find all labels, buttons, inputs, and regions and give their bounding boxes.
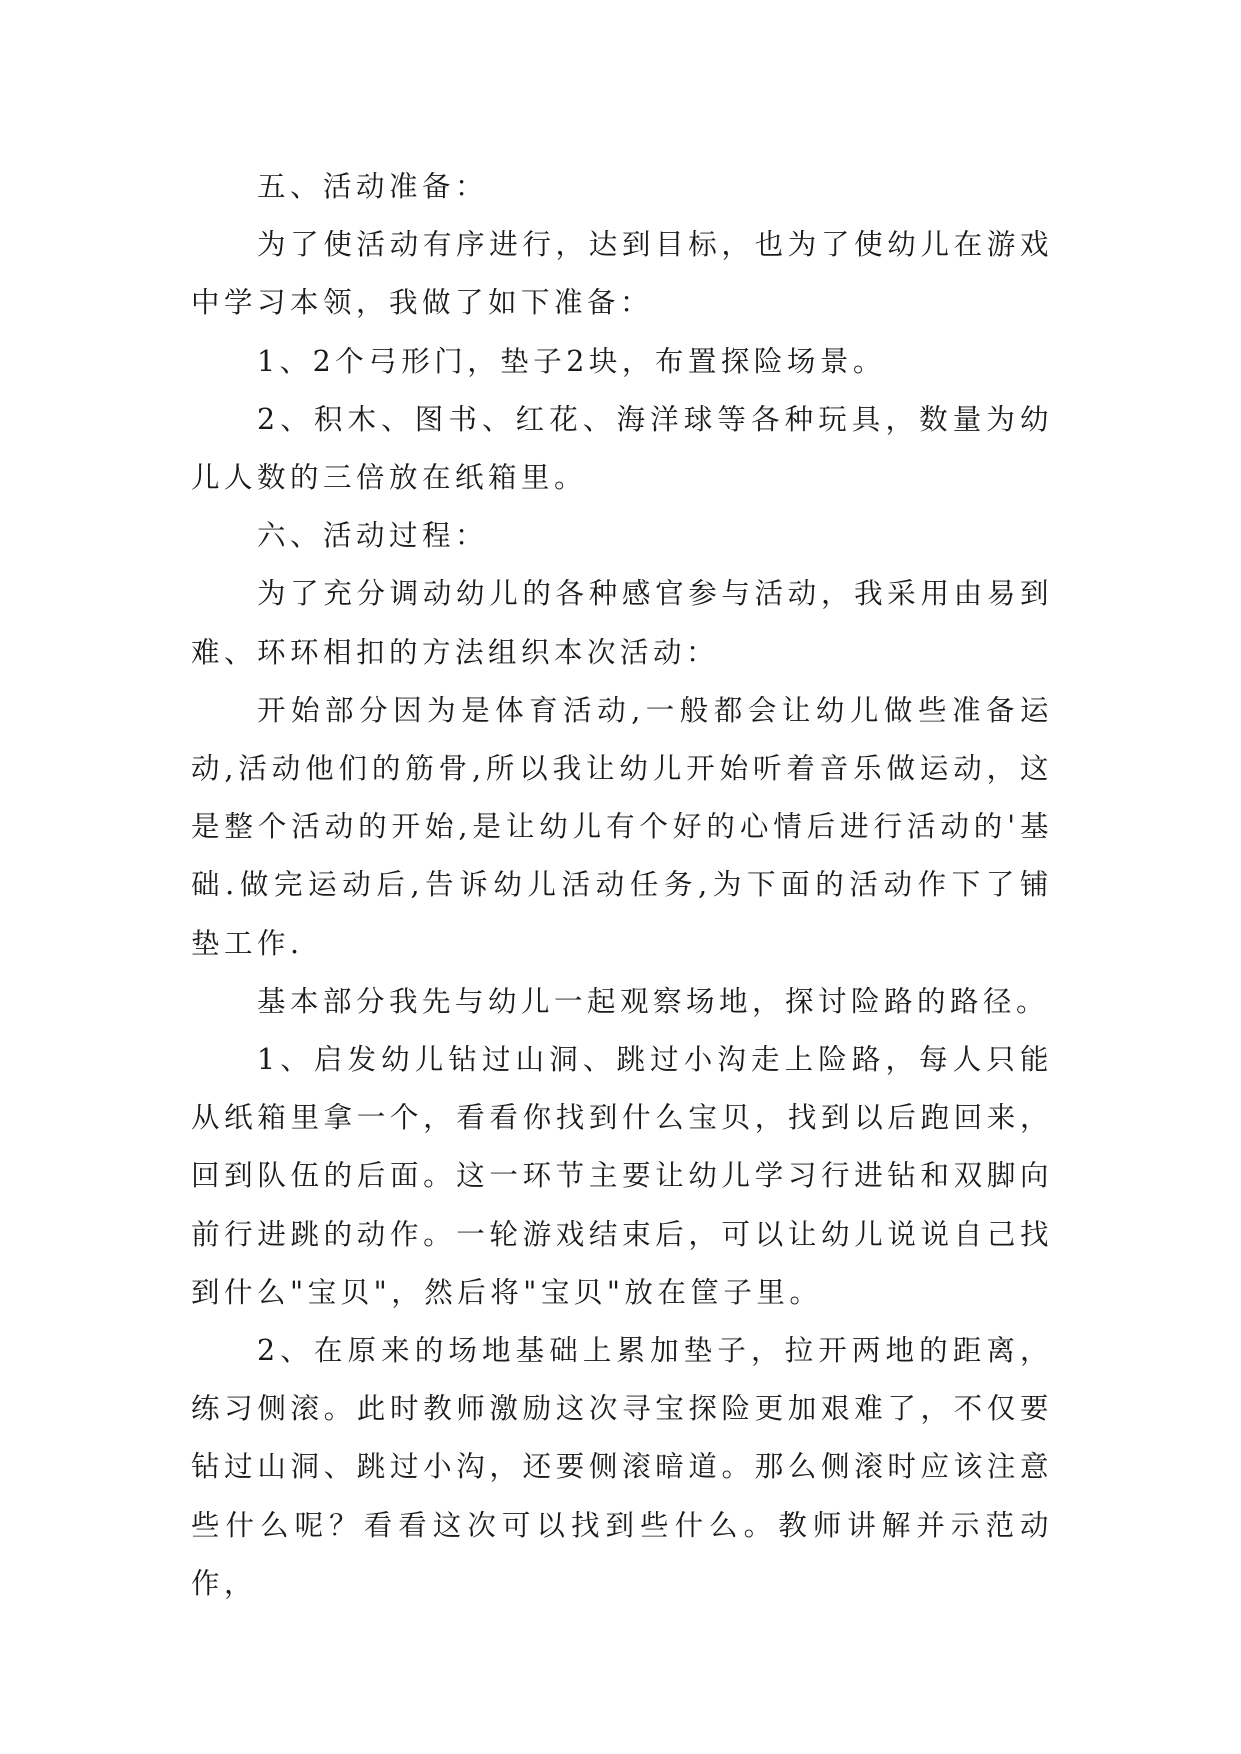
list-item: 1、启发幼儿钻过山洞、跳过小沟走上险路，每人只能从纸箱里拿一个，看看你找到什么宝贝，找到以后跑回来，回到队伍的后面。这一环节主要让幼儿学习行进钻和双脚向前行进跳的动作。一轮游戏结束后，可以让幼儿说说自己找到什么"宝贝"，然后将"宝贝"放在筐子里。 [191,1043,1053,1309]
paragraph: 为了使活动有序进行，达到目标，也为了使幼儿在游戏中学习本领，我做了如下准备： [191,228,1053,320]
document-body [191,158,1053,1613]
list-item: 1、2个弓形门，垫子2块，布置探险场景。 [257,344,886,378]
list-item: 2、在原来的场地基础上累加垫子，拉开两地的距离，练习侧滚。此时教师激励这次寻宝探险更加艰难了，不仅要钻过山洞、跳过小沟，还要侧滚暗道。那么侧滚时应该注意些什么呢？看看这次可以找到些什么。教师讲解并示范动作， [191,1334,1053,1600]
paragraph: 为了充分调动幼儿的各种感官参与活动，我采用由易到难、环环相扣的方法组织本次活动： [191,577,1053,669]
section-heading-process: 六、活动过程： [257,519,489,553]
paragraph: 开始部分因为是体育活动,一般都会让幼儿做些准备运动,活动他们的筋骨,所以我让幼儿开始听着音乐做运动，这是整个活动的开始,是让幼儿有个好的心情后进行活动的'基础.做完运动后,告诉幼儿活动任务,为下面的活动作下了铺垫工作. [191,693,1053,960]
section-heading-preparation: 五、活动准备： [257,170,489,203]
list-item: 2、积木、图书、红花、海洋球等各种玩具，数量为幼儿人数的三倍放在纸箱里。 [191,402,1053,495]
paragraph: 基本部分我先与幼儿一起观察场地，探讨险路的路径。 [257,984,1050,1018]
